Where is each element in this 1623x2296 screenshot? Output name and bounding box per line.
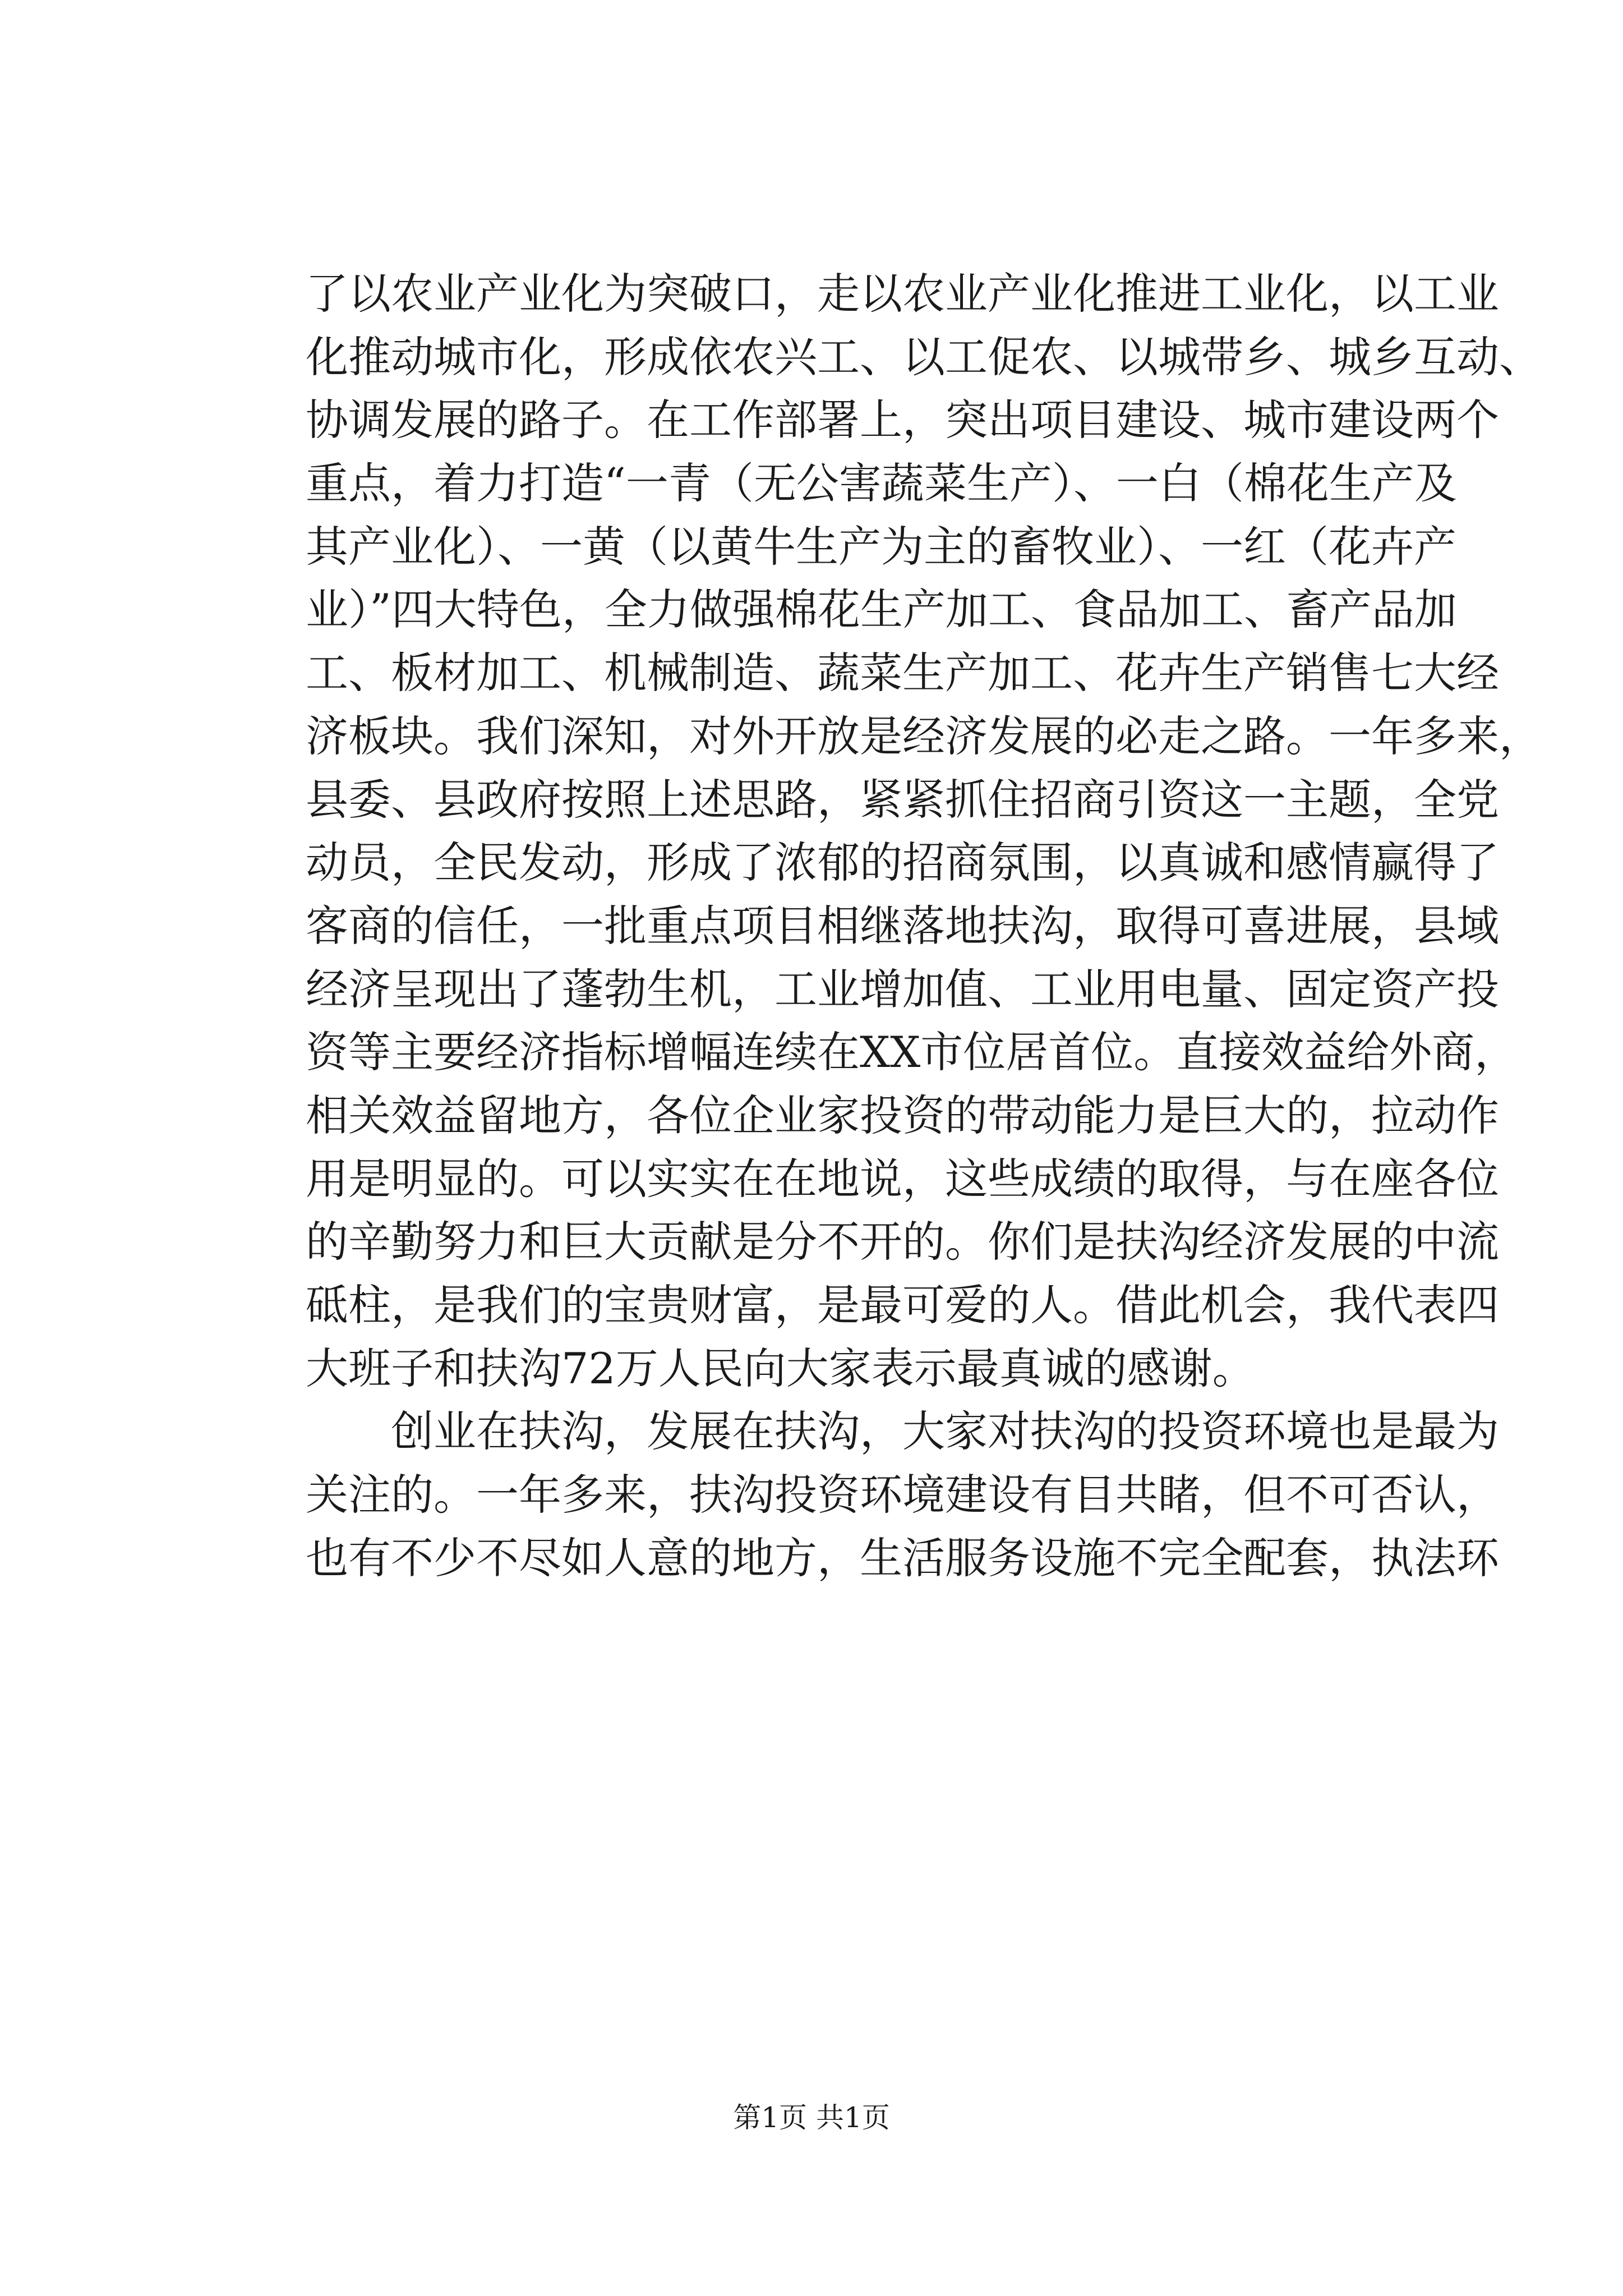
page-number-label: 第1页 共1页 [733, 2101, 890, 2134]
text-line: 县委、县政府按照上述思路，紧紧抓住招商引资这一主题，全党 [306, 774, 1499, 825]
text-line: 砥柱，是我们的宝贵财富，是最可爱的人。借此机会，我代表四 [306, 1280, 1499, 1330]
page-footer [0, 2101, 1623, 2134]
text-line: 用是明显的。可以实实在在地说，这些成绩的取得，与在座各位 [306, 1153, 1499, 1204]
text-line: 重点，着力打造“一青（无公害蔬菜生产）、一白（棉花生产及 [306, 458, 1457, 509]
body-text [306, 263, 1542, 1590]
text-line: 资等主要经济指标增幅连续在XX市位居首位。直接效益给外商， [306, 1027, 1518, 1078]
text-line: 了以农业产业化为突破口，走以农业产业化推进工业化，以工业 [306, 269, 1499, 319]
text-line: 动员，全民发动，形成了浓郁的招商氛围，以真诚和感情赢得了 [306, 838, 1499, 888]
text-line: 经济呈现出了蓬勃生机，工业增加值、工业用电量、固定资产投 [306, 964, 1499, 1014]
text-line: 关注的。一年多来，扶沟投资环境建设有目共睹，但不可否认， [306, 1470, 1499, 1520]
text-line: 也有不少不尽如人意的地方，生活服务设施不完全配套，执法环 [306, 1533, 1499, 1583]
text-line: 协调发展的路子。在工作部署上，突出项目建设、城市建设两个 [306, 395, 1499, 445]
text-line: 其产业化）、一黄（以黄牛生产为主的畜牧业）、一红（花卉产 [306, 521, 1456, 572]
text-line: 业）”四大特色，全力做强棉花生产加工、食品加工、畜产品加 [306, 585, 1457, 635]
text-line: 的辛勤努力和巨大贡献是分不开的。你们是扶沟经济发展的中流 [306, 1217, 1499, 1267]
paragraph-end-line: 大班子和扶沟72万人民向大家表示最真诚的感谢。 [306, 1343, 1255, 1393]
text-line: 工、板材加工、机械制造、蔬菜生产加工、花卉生产销售七大经 [306, 648, 1499, 698]
text-line: 相关效益留地方，各位企业家投资的带动能力是巨大的，拉动作 [306, 1090, 1499, 1140]
text-line: 客商的信任，一批重点项目相继落地扶沟，取得可喜进展，县域 [306, 900, 1499, 951]
text-line: 济板块。我们深知，对外开放是经济发展的必走之路。一年多来， [306, 711, 1542, 761]
text-line: 化推动城市化，形成依农兴工、以工促农、以城带乡、城乡互动、 [306, 332, 1542, 382]
paragraph-start-line: 创业在扶沟，发展在扶沟，大家对扶沟的投资环境也是最为 [306, 1406, 1499, 1457]
